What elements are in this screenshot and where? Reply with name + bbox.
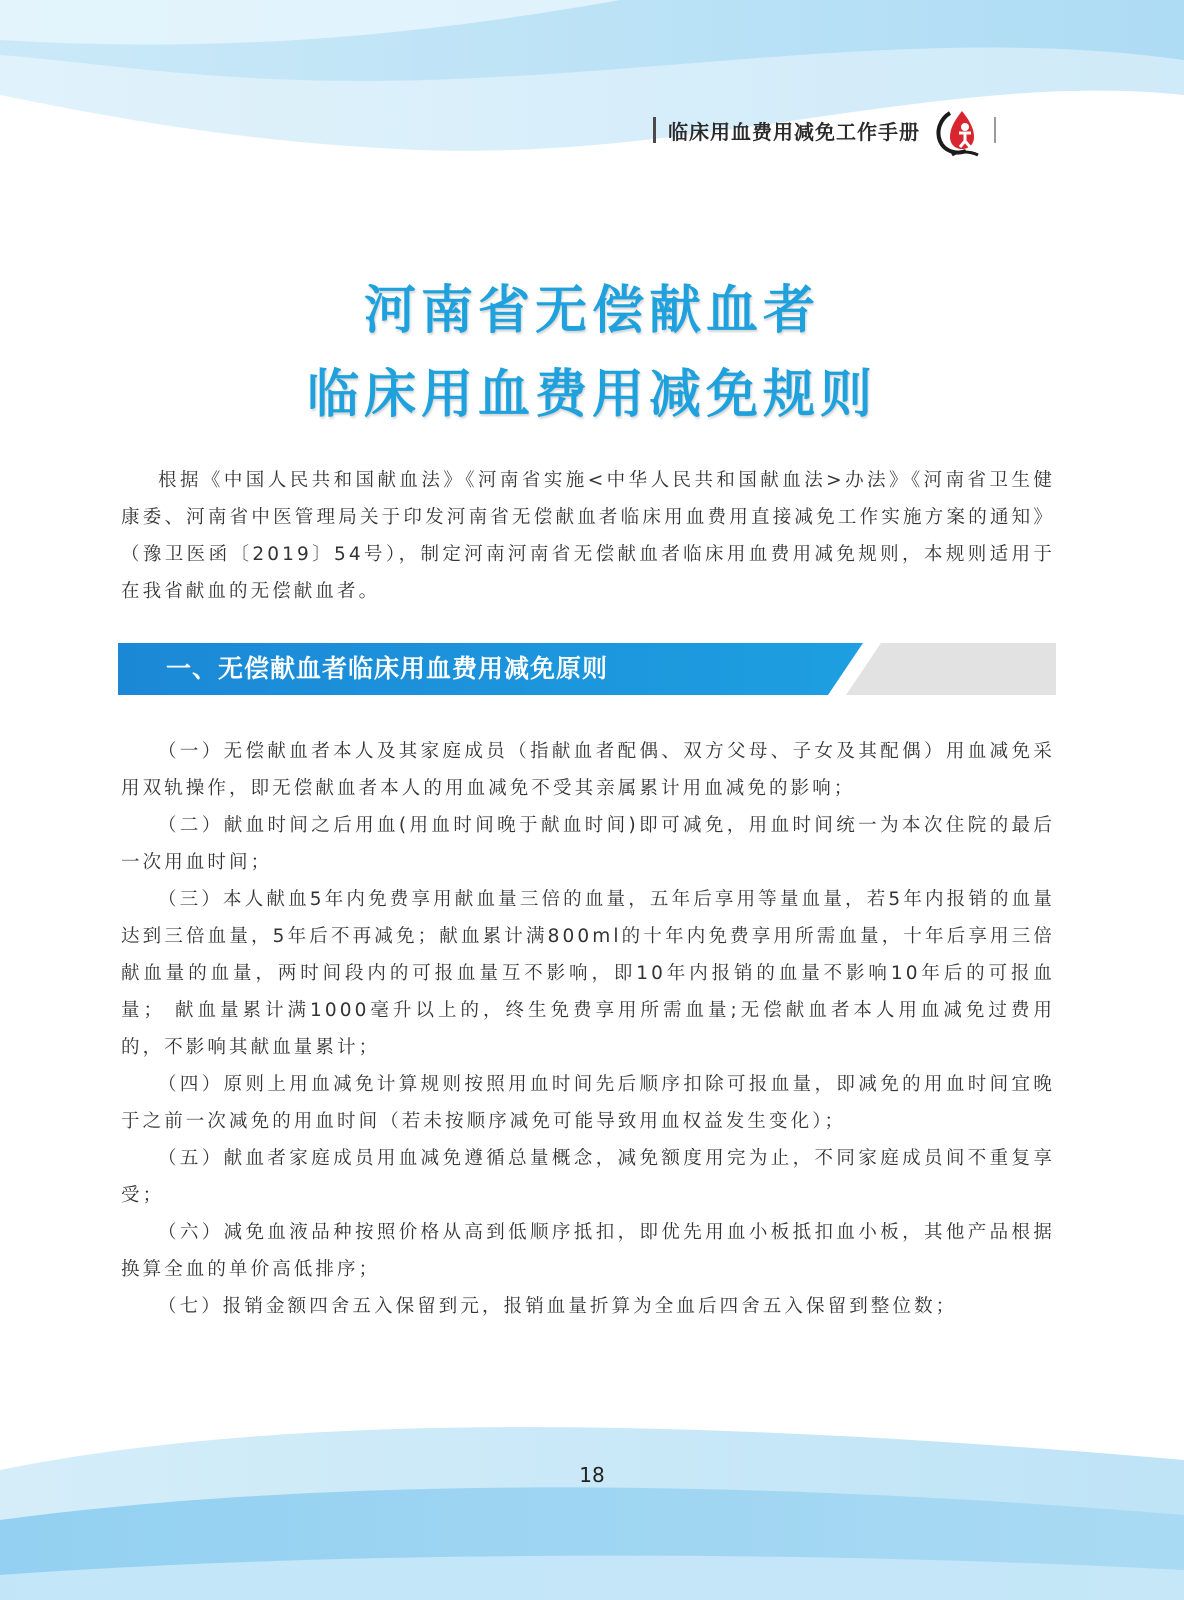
intro-paragraph: 根据《中国人民共和国献血法》《河南省实施<中华人民共和国献血法>办法》《河南省卫生健康委、河南省中医管理局关于印发河南省无偿献血者临床用血费用直接减免工作实施方案的通知》（豫卫医函〔2019〕54号），制定河南河南省无偿献血者临床用血费用减免规则，本规则适用于在我省献血的无偿献血者。: [121, 470, 1055, 602]
rule-item-3: （三）本人献血5年内免费享用献血量三倍的血量，五年后享用等量血量，若5年内报销的血量达到三倍血量，5年后不再减免；献血累计满800ml的十年内免费享用所需血量，十年后享用三倍献血量的血量，两时间段内的可报血量互不影响，即10年内报销的血量不影响10年后的可报血量； 献血量累计满1000毫升以上的，终生免费享用所需血量;无偿献血者本人用血减免过费用的，不影响其献血量累计；: [121, 889, 1055, 1058]
rule-item-2: （二）献血时间之后用血(用血时间晚于献血时间)即可减免，用血时间统一为本次住院的最后一次用血时间；: [121, 815, 1055, 873]
bottom-wave-decoration: [0, 1400, 1184, 1600]
running-header: [653, 110, 996, 150]
document-title-line2: 临床用血费用减免规则: [306, 365, 877, 425]
rule-item-6: （六）减免血液品种按照价格从高到低顺序抵扣，即优先用血小板抵扣血小板，其他产品根据换算全血的单价高低排序；: [121, 1222, 1055, 1280]
document-title-line1: 河南省无偿献血者: [363, 281, 820, 341]
rules-list: [121, 733, 1055, 1325]
manual-title: 临床用血费用减免工作手册: [668, 119, 920, 144]
header-divider-right: [994, 117, 996, 143]
header-divider-left: [653, 117, 656, 143]
page-number: 18: [579, 1463, 605, 1487]
rule-item-4: （四）原则上用血减免计算规则按照用血时间先后顺序扣除可报血量，即减免的用血时间宜晚于之前一次减免的用血时间（若未按顺序减免可能导致用血权益发生变化）；: [121, 1074, 1055, 1132]
blood-donation-logo-icon: [932, 107, 990, 159]
rule-item-7: （七）报销金额四舍五入保留到元，报销血量折算为全血后四舍五入保留到整位数；: [158, 1296, 958, 1317]
section-heading-banner: [118, 643, 1056, 695]
rule-item-1: （一）无偿献血者本人及其家庭成员（指献血者配偶、双方父母、子女及其配偶）用血减免采用双轨操作，即无偿献血者本人的用血减免不受其亲属累计用血减免的影响；: [121, 741, 1055, 799]
rule-item-5: （五）献血者家庭成员用血减免遵循总量概念，减免额度用完为止，不同家庭成员间不重复享受；: [121, 1148, 1055, 1206]
top-wave-decoration: [0, 0, 1184, 175]
section-heading: 一、无偿献血者临床用血费用减免原则: [166, 654, 609, 683]
